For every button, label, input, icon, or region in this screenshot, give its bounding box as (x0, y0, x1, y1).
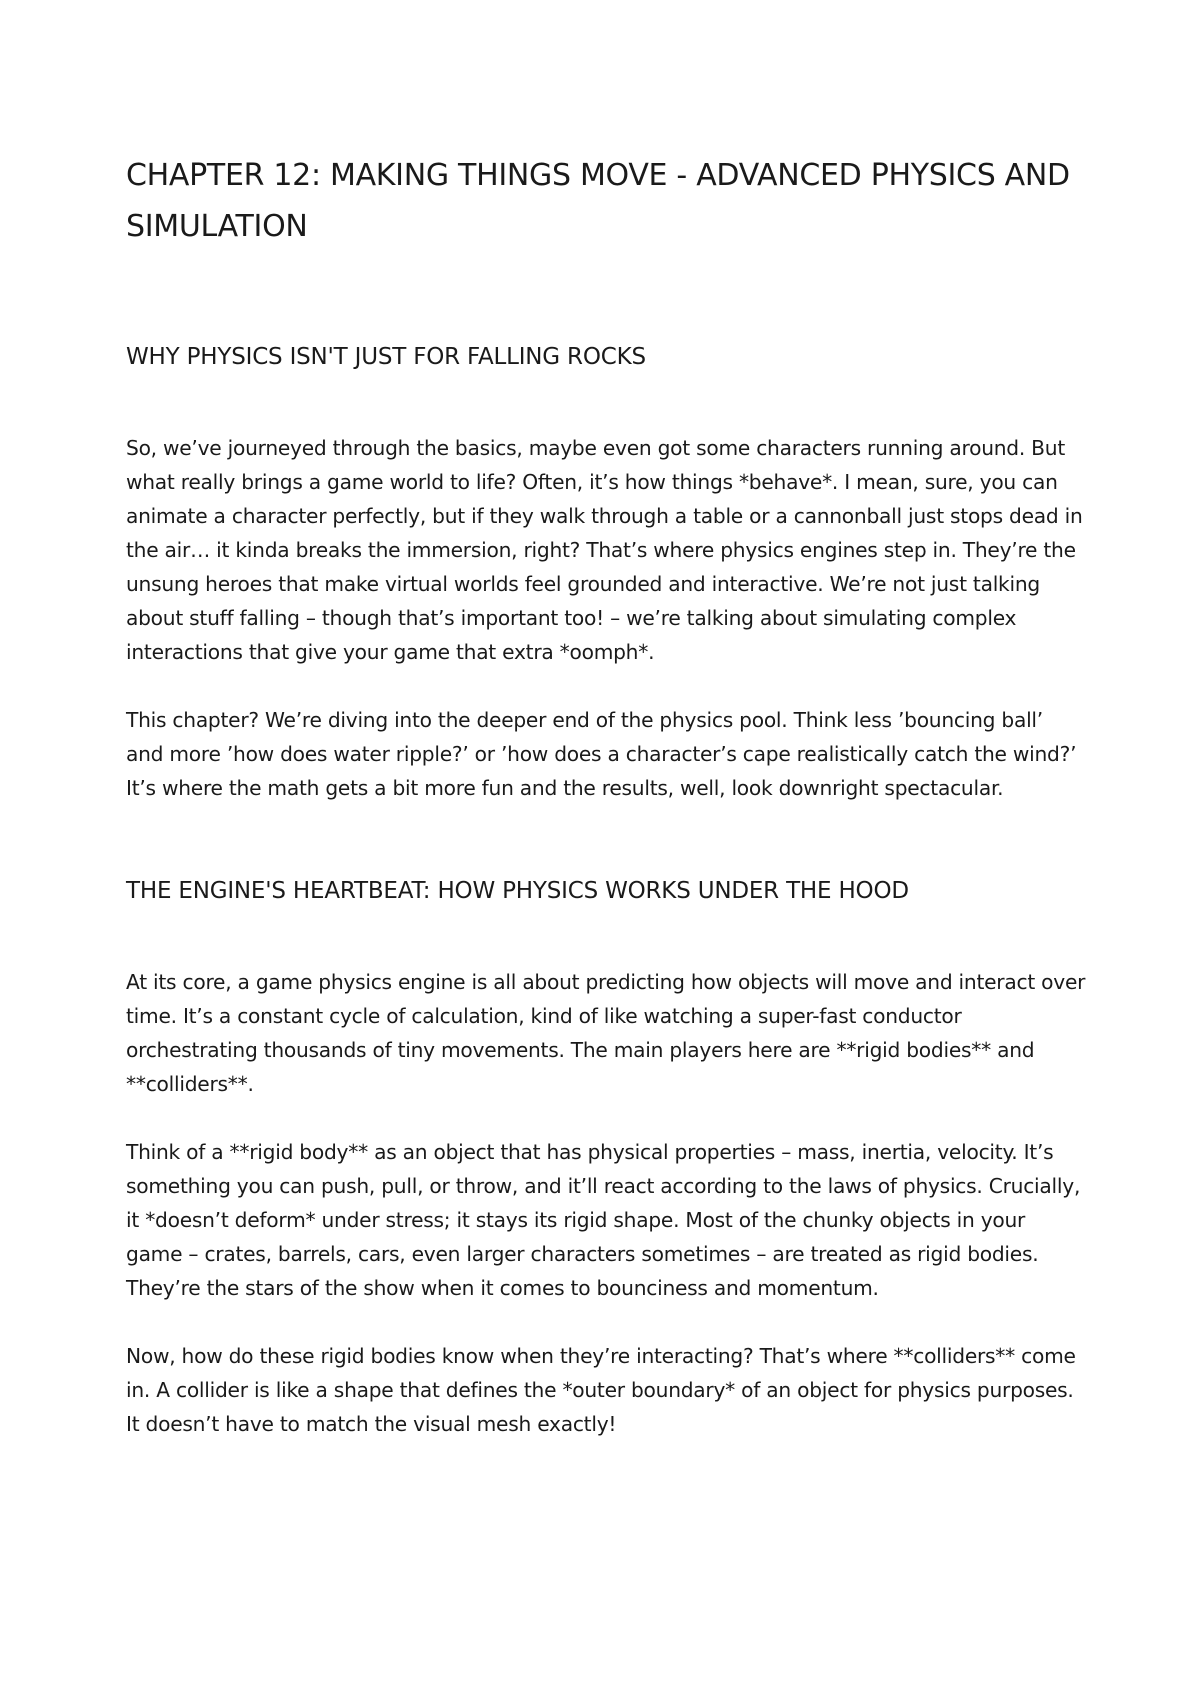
section-heading-why-physics: WHY PHYSICS ISN'T JUST FOR FALLING ROCKS (126, 344, 646, 370)
chapter-title: CHAPTER 12: MAKING THINGS MOVE - ADVANCED PHYSICS AND SIMULATION (126, 158, 1070, 244)
paragraph-chapter-overview: This chapter? We’re diving into the deeper end of the physics pool. Think less ’bouncing ball’ and more ’how does water ripple?’ or ’how does a character’s cape realistically catch the wind?’ It’s where the math gets a bit more fun and the results, well, look downright spectacular. (126, 708, 1077, 800)
section-heading-engine-heartbeat: THE ENGINE'S HEARTBEAT: HOW PHYSICS WORKS UNDER THE HOOD (126, 878, 909, 904)
paragraph-intro: So, we’ve journeyed through the basics, maybe even got some characters running around. But what really brings a game world to life? Often, it’s how things *behave*. I mean, sure, you can animate a character perfectly, but if they walk through a table or a cannonball just stops dead in the air… it kinda breaks the immersion, right? That’s where physics engines step in. They’re the unsung heroes that make virtual worlds feel grounded and interactive. We’re not just talking about stuff falling – though that’s important too! – we’re talking about simulating complex interactions that give your game that extra *oomph*. (126, 436, 1083, 664)
document-page (126, 150, 1086, 1441)
paragraph-colliders: Now, how do these rigid bodies know when they’re interacting? That’s where **colliders** come in. A collider is like a shape that defines the *outer boundary* of an object for physics purposes. It doesn’t have to match the visual mesh exactly! (126, 1344, 1076, 1436)
paragraph-rigid-body: Think of a **rigid body** as an object that has physical properties – mass, inertia, velocity. It’s something you can push, pull, or throw, and it’ll react according to the laws of physics. Crucially, it *doesn’t deform* under stress; it stays its rigid shape. Most of the chunky objects in your game – crates, barrels, cars, even larger characters sometimes – are treated as rigid bodies. They’re the stars of the show when it comes to bounciness and momentum. (126, 1140, 1081, 1300)
paragraph-engine-core: At its core, a game physics engine is all about predicting how objects will move and interact over time. It’s a constant cycle of calculation, kind of like watching a super-fast conductor orchestrating thousands of tiny movements. The main players here are **rigid bodies** and **colliders**. (126, 970, 1086, 1096)
